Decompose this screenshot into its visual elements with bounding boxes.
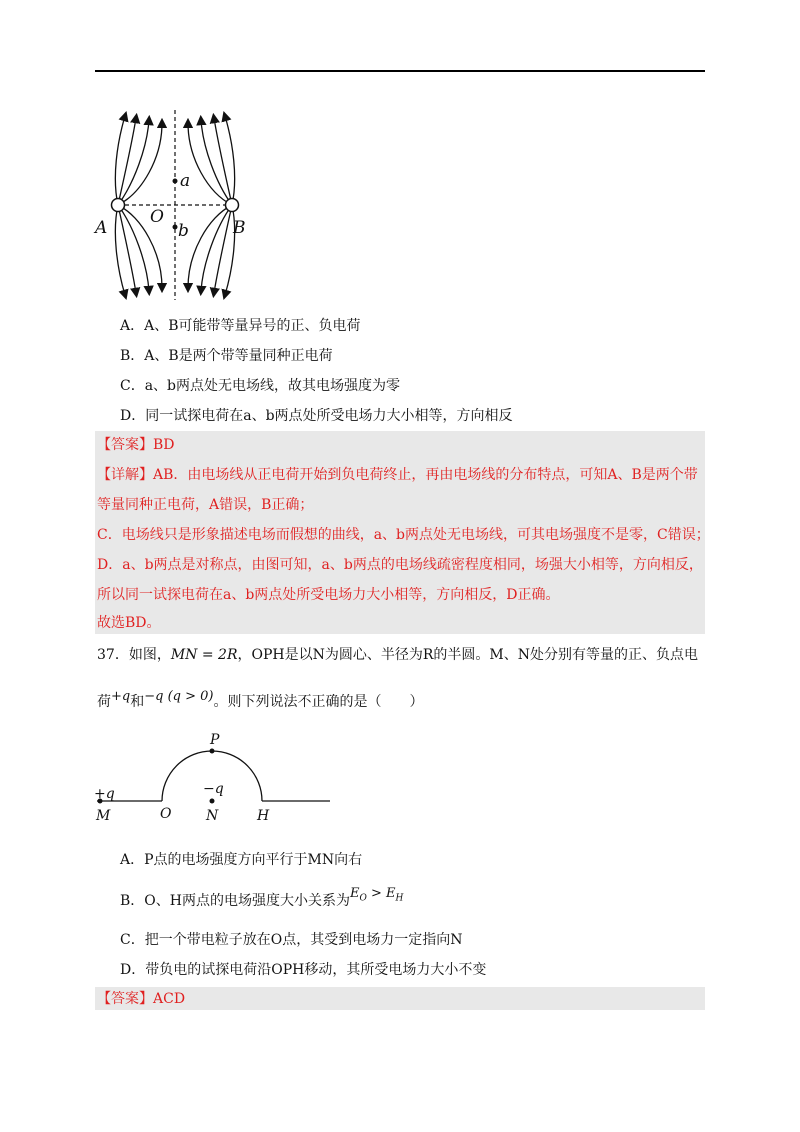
q37-stem-mid: ，OPH是以N为圆心、半径为R的半圆。M、N处分别有等量的正、负点电	[237, 647, 698, 663]
label-O: O	[150, 207, 164, 227]
semicircle-figure	[92, 732, 337, 827]
label-A: A	[95, 218, 108, 238]
q37-stem-line-2	[97, 689, 424, 713]
top-rule	[95, 70, 705, 72]
q36-option-d: D．同一试探电荷在a、b两点处所受电场力大小相等，方向相反	[120, 408, 513, 424]
charge-a-circle	[112, 199, 125, 212]
q37-option-b-text: B．O、H两点的电场强度大小关系为	[120, 893, 350, 909]
q37-stem-line-1	[97, 645, 698, 665]
label-P: P	[210, 732, 220, 748]
q37-option-a: A．P点的电场强度方向平行于MN向右	[120, 852, 363, 868]
label-O2: O	[160, 806, 172, 822]
label-a: a	[180, 171, 191, 191]
label-b: b	[178, 221, 189, 241]
q37-option-b	[120, 886, 404, 917]
q37-stem-end: 。则下列说法不正确的是（ ）	[213, 694, 424, 710]
q36-explain-line-4: D．a、b两点是对称点，由图可知，a、b两点的电场线疏密程度相同，场强大小相等，方向相反，	[97, 557, 703, 573]
q36-explain-line-1: 【详解】AB．由电场线从正电荷开始到负电荷终止，再由电场线的分布特点，可知A、B是两个带	[97, 467, 698, 483]
label-M: M	[96, 808, 111, 824]
label-H: H	[257, 808, 270, 824]
q36-explain-line-2: 等量同种正电荷，A错误，B正确；	[97, 497, 314, 513]
q37-answer-box	[95, 987, 705, 1010]
q37-and: 和	[130, 694, 145, 710]
q37-plus-q: +q	[111, 689, 131, 704]
q37-mn-eq: MN = 2R	[170, 647, 238, 663]
q36-answer: 【答案】BD	[97, 437, 175, 453]
label-minus-q: −q	[203, 781, 224, 797]
q36-explain-line-6: 故选BD。	[97, 615, 161, 631]
q37-option-c: C．把一个带电粒子放在O点，其受到电场力一定指向N	[120, 932, 463, 948]
q37-he: 荷	[97, 694, 111, 710]
q37-option-b-math: $E_O > E_H$	[349, 886, 404, 904]
label-N: N	[206, 808, 219, 824]
q36-explain-line-5: 所以同一试探电荷在a、b两点处所受电场力大小相等，方向相反，D正确。	[97, 587, 560, 603]
q37-prefix: 37．如图，	[97, 647, 171, 663]
field-lines-figure	[92, 108, 262, 303]
q37-answer: 【答案】ACD	[97, 991, 186, 1007]
q37-option-d: D．带负电的试探电荷沿OPH移动，其所受电场力大小不变	[120, 962, 487, 978]
q36-explain-line-3: C．电场线只是形象描述电场而假想的曲线，a、b两点处无电场线，可其电场强度不是零，C错误；	[97, 527, 710, 543]
label-B: B	[233, 218, 246, 238]
q37-minus-q: −q (q > 0)	[144, 689, 214, 704]
q36-option-a: A．A、B可能带等量异号的正、负电荷	[120, 318, 361, 334]
q36-option-c: C．a、b两点处无电场线，故其电场强度为零	[120, 378, 401, 394]
charge-b-circle	[226, 199, 239, 212]
label-plus-q: +q	[94, 786, 115, 802]
q36-option-b: B．A、B是两个带等量同种正电荷	[120, 348, 333, 364]
